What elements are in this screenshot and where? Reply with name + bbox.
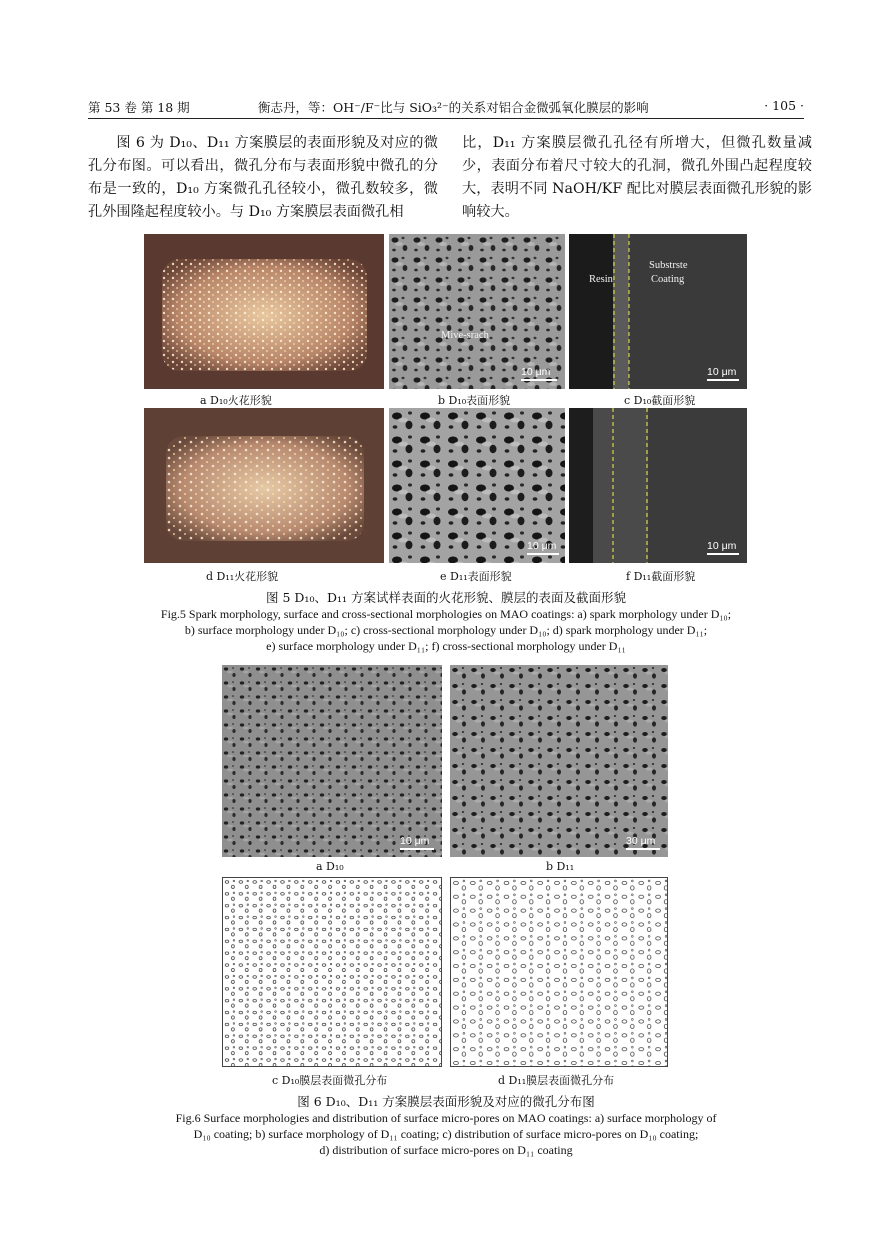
fig5-caption-en-3: e) surface morphology under D₁₁; f) cross-sectional morphology under D₁₁ <box>266 639 626 653</box>
fig5-label-d: d D₁₁火花形貌 <box>206 570 279 583</box>
scale-label-c: 10 μm <box>707 366 737 378</box>
fig5-panel-b-surface <box>389 234 565 389</box>
fig5-label-c: c D₁₀截面形貌 <box>624 394 696 407</box>
body-right-column <box>462 132 812 224</box>
scale-label-b: 10 μm <box>521 366 551 378</box>
fig6-label-b: b D₁₁ <box>546 860 575 873</box>
page-number: · 105 · <box>764 98 804 113</box>
scale-label-6a: 10 μm <box>400 835 430 847</box>
fig6-caption-en-2: D₁₀ coating; b) surface morphology of D₁₁ coating; c) distribution of surface micro-pores on D₁₀ coating; <box>193 1127 699 1141</box>
spark-image-icon <box>144 408 384 563</box>
fig5-label-a: a D₁₀火花形貌 <box>200 394 272 407</box>
scale-bar-b <box>521 366 550 378</box>
fig5-panel-a-spark <box>144 234 384 389</box>
annotation-coating: Coating <box>651 274 685 285</box>
scale-label-f: 10 μm <box>707 540 737 552</box>
fig5-panel-d-spark <box>144 408 384 563</box>
scale-line-f <box>707 553 739 555</box>
scale-line-b <box>521 379 557 381</box>
scale-line-c <box>707 379 739 381</box>
fig6-panel-b-surface <box>450 665 668 857</box>
paragraph-right: 比，D₁₁ 方案膜层微孔孔径有所增大，但微孔数量减少，表面分布着尺寸较大的孔洞，微孔外围凸起程度较大，表明不同 NaOH/KF 配比对膜层表面微孔形貌的影响较大。 <box>462 135 812 220</box>
fig6-panel-a-surface <box>222 665 442 857</box>
scale-line-e <box>527 553 559 555</box>
fig5-panel-e-surface <box>389 408 565 563</box>
fig6-label-a: a D₁₀ <box>316 860 344 873</box>
fig6-label-d: d D₁₁膜层表面微孔分布 <box>498 1074 615 1087</box>
spark-image-icon <box>144 234 384 389</box>
fig5-label-f: f D₁₁截面形貌 <box>626 570 696 583</box>
scale-bar-6b <box>626 835 655 847</box>
sem-surface-icon <box>222 665 442 857</box>
fig6-caption-en-3: d) distribution of surface micro-pores on D₁₁ coating <box>319 1143 573 1157</box>
scale-bar-f <box>707 540 736 552</box>
fig6-caption-en-1: Fig.6 Surface morphologies and distribution of surface micro-pores on MAO coatings: a) surface morphology of <box>175 1111 717 1125</box>
scale-bar-c <box>707 366 736 378</box>
fig5-label-e: e D₁₁表面形貌 <box>440 570 512 583</box>
pore-outline-map-icon <box>223 878 441 1066</box>
sem-surface-icon <box>450 665 668 857</box>
fig5-caption-zh: 图 5 D₁₀、D₁₁ 方案试样表面的火花形貌、膜层的表面及截面形貌 <box>266 590 626 605</box>
fig5-caption-en-1: Fig.5 Spark morphology, surface and cross-sectional morphologies on MAO coatings: a) spark morphology under D₁₀; <box>160 607 732 621</box>
running-title: 衡志丹，等：OH⁻/F⁻比与 SiO₃²⁻的关系对铝合金微弧氧化膜层的影响 <box>258 100 649 115</box>
running-header <box>88 98 804 118</box>
volume-issue: 第 53 卷 第 18 期 <box>88 100 190 115</box>
scale-line-6b <box>626 848 660 850</box>
annotation-resin: Resin <box>589 274 613 285</box>
paragraph-left: 图 6 为 D₁₀、D₁₁ 方案膜层的表面形貌及对应的微孔分布图。可以看出，微孔分布与表面形貌中微孔的分布是一致的，D₁₀ 方案微孔孔径较小，微孔数较多，微孔外围隆起程度较小。与 D₁₀ 方案膜层表面微孔相 <box>88 135 438 220</box>
fig5-panel-f-cross <box>569 408 747 563</box>
pore-outline-map-icon <box>451 878 667 1066</box>
fig6-label-c: c D₁₀膜层表面微孔分布 <box>272 1074 388 1087</box>
scale-label-6b: 30 μm <box>626 835 656 847</box>
fig5-panel-c-cross <box>569 234 747 389</box>
body-left-column <box>88 132 438 224</box>
annotation-mive: Mive-srach <box>441 330 489 341</box>
scale-bar-e <box>527 540 556 552</box>
scale-label-e: 10 μm <box>527 540 557 552</box>
annotation-substrate: Substrste <box>649 260 688 271</box>
fig6-caption-zh: 图 6 D₁₀、D₁₁ 方案膜层表面形貌及对应的微孔分布图 <box>297 1094 595 1109</box>
fig6-panel-c-pores <box>222 877 442 1067</box>
scale-line-6a <box>400 848 434 850</box>
fig5-caption-en-2: b) surface morphology under D₁₀; c) cross-sectional morphology under D₁₀; d) spark morphology under D₁₁; <box>184 623 708 637</box>
scale-bar-6a <box>400 835 429 847</box>
header-rule <box>88 118 804 119</box>
fig5-label-b: b D₁₀表面形貌 <box>438 394 511 407</box>
fig6-panel-d-pores <box>450 877 668 1067</box>
